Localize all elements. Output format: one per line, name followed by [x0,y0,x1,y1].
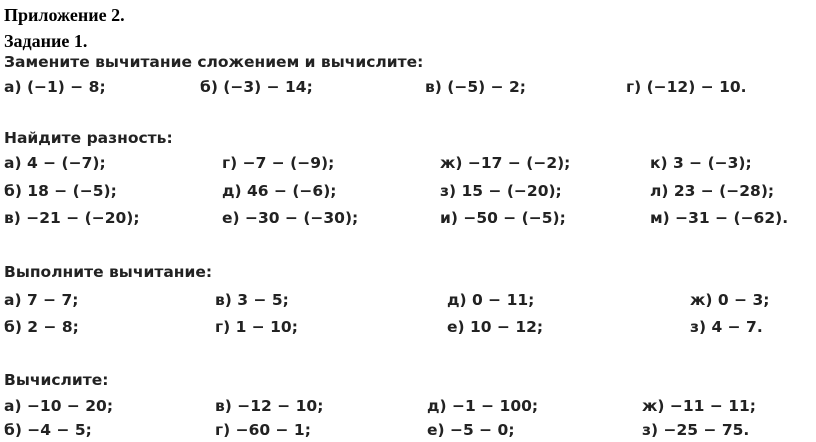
exercise-item: г) (−12) − 10. [626,78,747,96]
section-2-title: Найдите разность: [4,129,173,147]
section-1-title: Замените вычитание сложением и вычислите: [4,53,424,71]
exercise-item: б) −4 − 5; [4,421,92,439]
exercise-item: г) 1 − 10; [215,318,298,336]
exercise-item: д) 46 − (−6); [222,182,337,200]
exercise-item: ж) −17 − (−2); [440,154,571,172]
exercise-item: а) 4 − (−7); [4,154,106,172]
exercise-item: г) −7 − (−9); [222,154,335,172]
exercise-item: з) 4 − 7. [690,318,763,336]
section-2-row-2 [0,180,816,202]
exercise-item: в) −12 − 10; [215,397,324,415]
section-2-row-3 [0,207,816,229]
section-4-row-1 [0,395,816,417]
section-3-title: Выполните вычитание: [4,263,213,281]
section-4-row-2 [0,419,816,441]
exercise-item: е) 10 − 12; [447,318,544,336]
exercise-item: б) 18 − (−5); [4,182,117,200]
exercise-item: л) 23 − (−28); [650,182,775,200]
exercise-item: б) (−3) − 14; [200,78,313,96]
exercise-item: а) (−1) − 8; [4,78,106,96]
section-1-row-1 [0,76,816,98]
exercise-item: м) −31 − (−62). [650,209,789,227]
exercise-item: д) −1 − 100; [427,397,539,415]
exercise-item: е) −5 − 0; [427,421,515,439]
exercise-item: з) 15 − (−20); [440,182,562,200]
exercise-item: ж) −11 − 11; [642,397,757,415]
exercise-item: в) −21 − (−20); [4,209,140,227]
section-3-row-2 [0,316,816,338]
exercise-item: б) 2 − 8; [4,318,79,336]
appendix-heading: Приложение 2. [4,5,125,25]
exercise-item: а) −10 − 20; [4,397,114,415]
task-heading: Задание 1. [4,31,88,51]
exercise-item: а) 7 − 7; [4,291,79,309]
section-4-title: Вычислите: [4,371,109,389]
section-3-row-1 [0,289,816,311]
section-2-row-1 [0,152,816,174]
exercise-item: в) 3 − 5; [215,291,289,309]
exercise-item: к) 3 − (−3); [650,154,752,172]
exercise-item: з) −25 − 75. [642,421,750,439]
exercise-item: е) −30 − (−30); [222,209,359,227]
exercise-item: д) 0 − 11; [447,291,535,309]
exercise-item: и) −50 − (−5); [440,209,566,227]
exercise-item: г) −60 − 1; [215,421,311,439]
exercise-item: в) (−5) − 2; [425,78,526,96]
exercise-item: ж) 0 − 3; [690,291,770,309]
